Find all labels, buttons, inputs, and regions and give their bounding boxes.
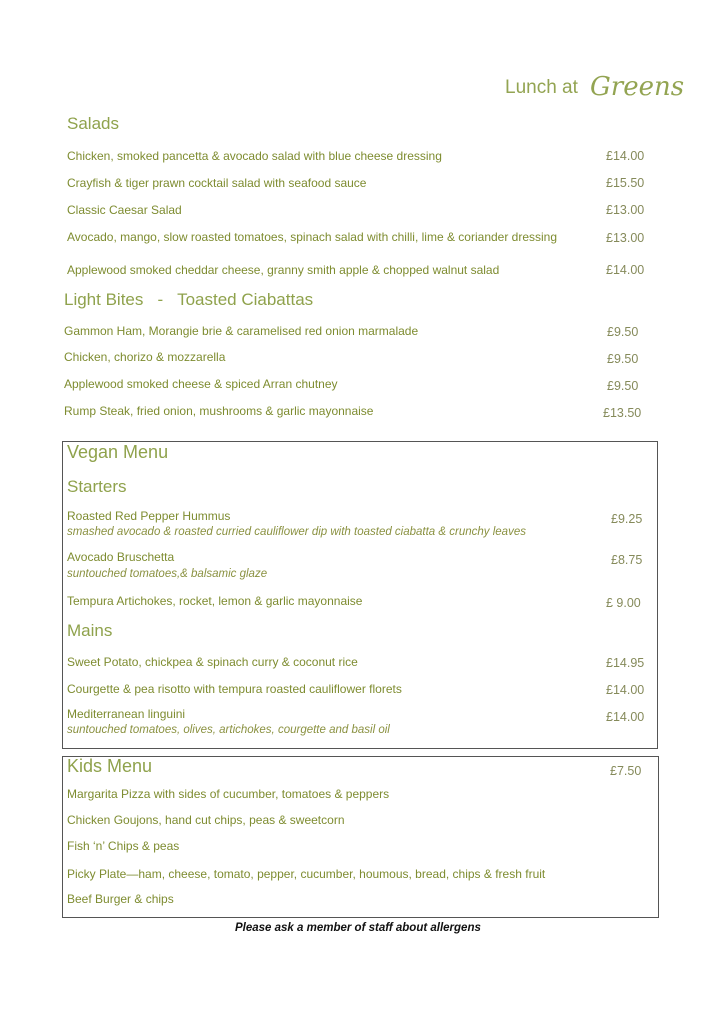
menu-item-name: Rump Steak, fried onion, mushrooms & garlic mayonnaise [64, 404, 374, 418]
vegan-heading: Vegan Menu [67, 442, 169, 462]
menu-item-price: £13.00 [606, 203, 645, 217]
menu-item-name: Beef Burger & chips [67, 892, 174, 906]
menu-item-name: Courgette & pea risotto with tempura roasted cauliflower florets [67, 682, 402, 696]
menu-item-name: Avocado, mango, slow roasted tomatoes, spinach salad with chilli, lime & coriander dressing [67, 230, 558, 244]
kids-price: £7.50 [610, 764, 642, 778]
allergen-notice: Please ask a member of staff about allergens [235, 922, 481, 934]
starters-heading: Starters [67, 477, 127, 496]
menu-item-name: Classic Caesar Salad [67, 203, 182, 217]
menu-item-price: £14.95 [606, 656, 645, 670]
kids-heading: Kids Menu [67, 756, 153, 776]
menu-title: Lunch at [505, 77, 578, 98]
menu-item-price: £14.00 [606, 710, 645, 724]
menu-item-name: Roasted Red Pepper Hummus [67, 509, 231, 523]
menu-item-description: suntouched tomatoes,& balsamic glaze [67, 568, 268, 580]
menu-item-name: Mediterranean linguini [67, 707, 186, 721]
menu-item-price: £9.25 [611, 512, 643, 526]
menu-item-price: £15.50 [606, 176, 645, 190]
menu-item-description: suntouched tomatoes, olives, artichokes, courgette and basil oil [67, 724, 390, 736]
menu-item-name: Tempura Artichokes, rocket, lemon & garlic mayonnaise [67, 594, 363, 608]
menu-item-name: Avocado Bruschetta [67, 550, 175, 564]
mains-heading: Mains [67, 621, 113, 640]
light-bites-heading: Light Bites - Toasted Ciabattas [64, 290, 314, 309]
menu-item-price: £9.50 [607, 352, 639, 366]
menu-item-price: £14.00 [606, 263, 645, 277]
menu-item-price: £14.00 [606, 149, 645, 163]
menu-item-price: £9.50 [607, 379, 639, 393]
menu-item-name: Chicken, smoked pancetta & avocado salad with blue cheese dressing [67, 149, 442, 163]
menu-item-name: Chicken, chorizo & mozzarella [64, 350, 226, 364]
menu-item-name: Sweet Potato, chickpea & spinach curry & coconut rice [67, 655, 358, 669]
menu-item-description: smashed avocado & roasted curried cauliflower dip with toasted ciabatta & crunchy leaves [67, 526, 526, 538]
greens-logo: Greens [590, 72, 685, 102]
menu-item-name: Fish ‘n’ Chips & peas [67, 839, 180, 853]
menu-item-name: Chicken Goujons, hand cut chips, peas & sweetcorn [67, 813, 345, 827]
menu-item-name: Applewood smoked cheddar cheese, granny smith apple & chopped walnut salad [67, 263, 500, 277]
salads-heading: Salads [67, 114, 119, 133]
menu-item-price: £9.50 [607, 325, 639, 339]
menu-item-name: Crayfish & tiger prawn cocktail salad with seafood sauce [67, 176, 367, 190]
menu-item-price: £8.75 [611, 553, 643, 567]
menu-item-price: £13.50 [603, 406, 642, 420]
menu-item-price: £13.00 [606, 231, 645, 245]
menu-item-price: £14.00 [606, 683, 645, 697]
menu-item-name: Picky Plate—ham, cheese, tomato, pepper, cucumber, houmous, bread, chips & fresh fruit [67, 867, 546, 881]
menu-item-name: Gammon Ham, Morangie brie & caramelised red onion marmalade [64, 324, 419, 338]
menu-item-price: £ 9.00 [606, 596, 641, 610]
menu-item-name: Applewood smoked cheese & spiced Arran chutney [64, 377, 338, 391]
menu-item-name: Margarita Pizza with sides of cucumber, tomatoes & peppers [67, 787, 390, 801]
